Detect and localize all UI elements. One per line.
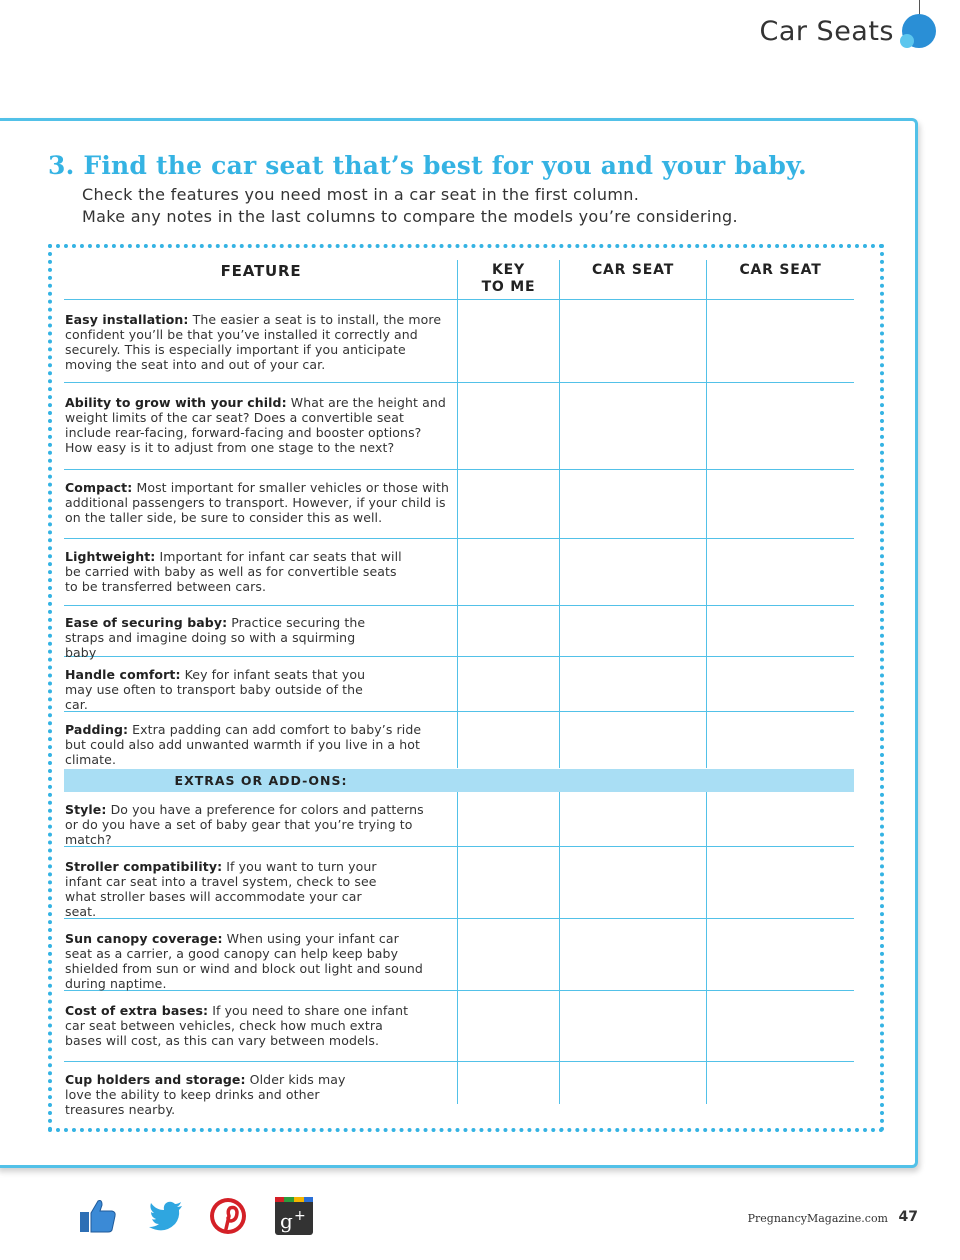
feature-name: Padding:	[65, 722, 129, 737]
column-header-key-line1: KEY	[492, 262, 525, 278]
feature-name: Style:	[65, 802, 107, 817]
intro-line-2: Make any notes in the last columns to compare the models you’re considering.	[82, 207, 738, 226]
table-row	[65, 667, 380, 712]
feature-name: Cost of extra bases:	[65, 1003, 209, 1018]
column-header-car-seat-1: CAR SEAT	[591, 262, 675, 278]
svg-text:g: g	[280, 1209, 293, 1233]
row-divider	[64, 382, 854, 383]
svg-text:+: +	[294, 1208, 306, 1224]
feature-name: Stroller compatibility:	[65, 859, 223, 874]
feature-description: Extra padding can add comfort to baby’s ride but could also add unwanted warmth if you live in a hot climate.	[65, 722, 422, 767]
feature-name: Handle comfort:	[65, 667, 181, 682]
column-divider	[706, 260, 707, 768]
feature-description: Do you have a preference for colors and patterns or do you have a set of baby gear that you’re trying to match?	[65, 802, 424, 847]
column-divider	[559, 260, 560, 768]
row-divider	[64, 538, 854, 539]
feature-name: Sun canopy coverage:	[65, 931, 223, 946]
table-row	[65, 931, 425, 991]
feature-description: Important for infant car seats that will be carried with baby as well as for convertible seats to be transferred between cars.	[65, 549, 402, 594]
feature-name: Lightweight:	[65, 549, 156, 564]
intro-line-1: Check the features you need most in a car seat in the first column.	[82, 185, 640, 204]
column-divider	[706, 792, 707, 1104]
table-row	[65, 395, 450, 455]
twitter-icon[interactable]	[146, 1196, 186, 1236]
page-header-title: Car Seats	[759, 16, 894, 47]
extras-section-label: EXTRAS OR ADD-ONS:	[174, 773, 348, 788]
section-title: 3. Find the car seat that’s best for you and your baby.	[48, 151, 807, 180]
table-row	[65, 480, 450, 525]
table-row	[65, 615, 385, 660]
feature-description: Older kids may love the ability to keep drinks and other treasures nearby.	[65, 1072, 346, 1117]
row-divider	[64, 299, 854, 300]
table-row	[65, 802, 435, 847]
table-row	[65, 1072, 375, 1117]
column-divider	[457, 792, 458, 1104]
feature-description: Most important for smaller vehicles or those with additional passengers to transport. However, if your child is on the taller side, be sure to consider this as well.	[65, 480, 450, 525]
feature-description: When using your infant car seat as a carrier, a good canopy can help keep baby shielded from sun or wind and block out light and sound during naptime.	[65, 931, 423, 991]
table-row	[65, 1003, 410, 1048]
table-row	[65, 549, 410, 594]
feature-description: Key for infant seats that you may use often to transport baby outside of the car.	[65, 667, 366, 712]
thumbs-up-icon[interactable]	[78, 1196, 118, 1236]
column-divider	[457, 260, 458, 768]
feature-name: Compact:	[65, 480, 133, 495]
footer-site-name: PregnancyMagazine.com	[747, 1212, 888, 1225]
pinterest-icon[interactable]	[208, 1196, 248, 1236]
table-row	[65, 722, 435, 767]
feature-description: The easier a seat is to install, the more confident you’ll be that you’ve installed it correctly and securely. This is especially important if you anticipate moving the seat into and out of your car.	[65, 312, 442, 372]
feature-name: Cup holders and storage:	[65, 1072, 246, 1087]
row-divider	[64, 469, 854, 470]
google-plus-icon[interactable]	[274, 1196, 314, 1236]
feature-name: Ability to grow with your child:	[65, 395, 287, 410]
feature-name: Ease of securing baby:	[65, 615, 228, 630]
column-divider	[559, 792, 560, 1104]
feature-description: What are the height and weight limits of the car seat? Does a convertible seat include rear-facing, forward-facing and booster options? How easy is it to adjust from one stage to the next?	[65, 395, 446, 455]
column-header-feature: FEATURE	[220, 262, 302, 280]
feature-description: If you need to share one infant car seat between vehicles, check how much extra bases will cost, as this can vary between models.	[65, 1003, 409, 1048]
column-header-car-seat-2: CAR SEAT	[739, 262, 822, 278]
header-small-circle-icon	[900, 34, 914, 48]
column-header-key-line2: TO ME	[481, 279, 536, 295]
row-divider	[64, 1061, 854, 1062]
feature-description: If you want to turn your infant car seat into a travel system, check to see what stroller bases will accommodate your car seat.	[65, 859, 377, 919]
table-row	[65, 859, 385, 919]
feature-description: Practice securing the straps and imagine doing so with a squirming baby	[65, 615, 366, 660]
feature-name: Easy installation:	[65, 312, 189, 327]
table-row	[65, 312, 450, 372]
page-number: 47	[898, 1209, 918, 1225]
row-divider	[64, 605, 854, 606]
